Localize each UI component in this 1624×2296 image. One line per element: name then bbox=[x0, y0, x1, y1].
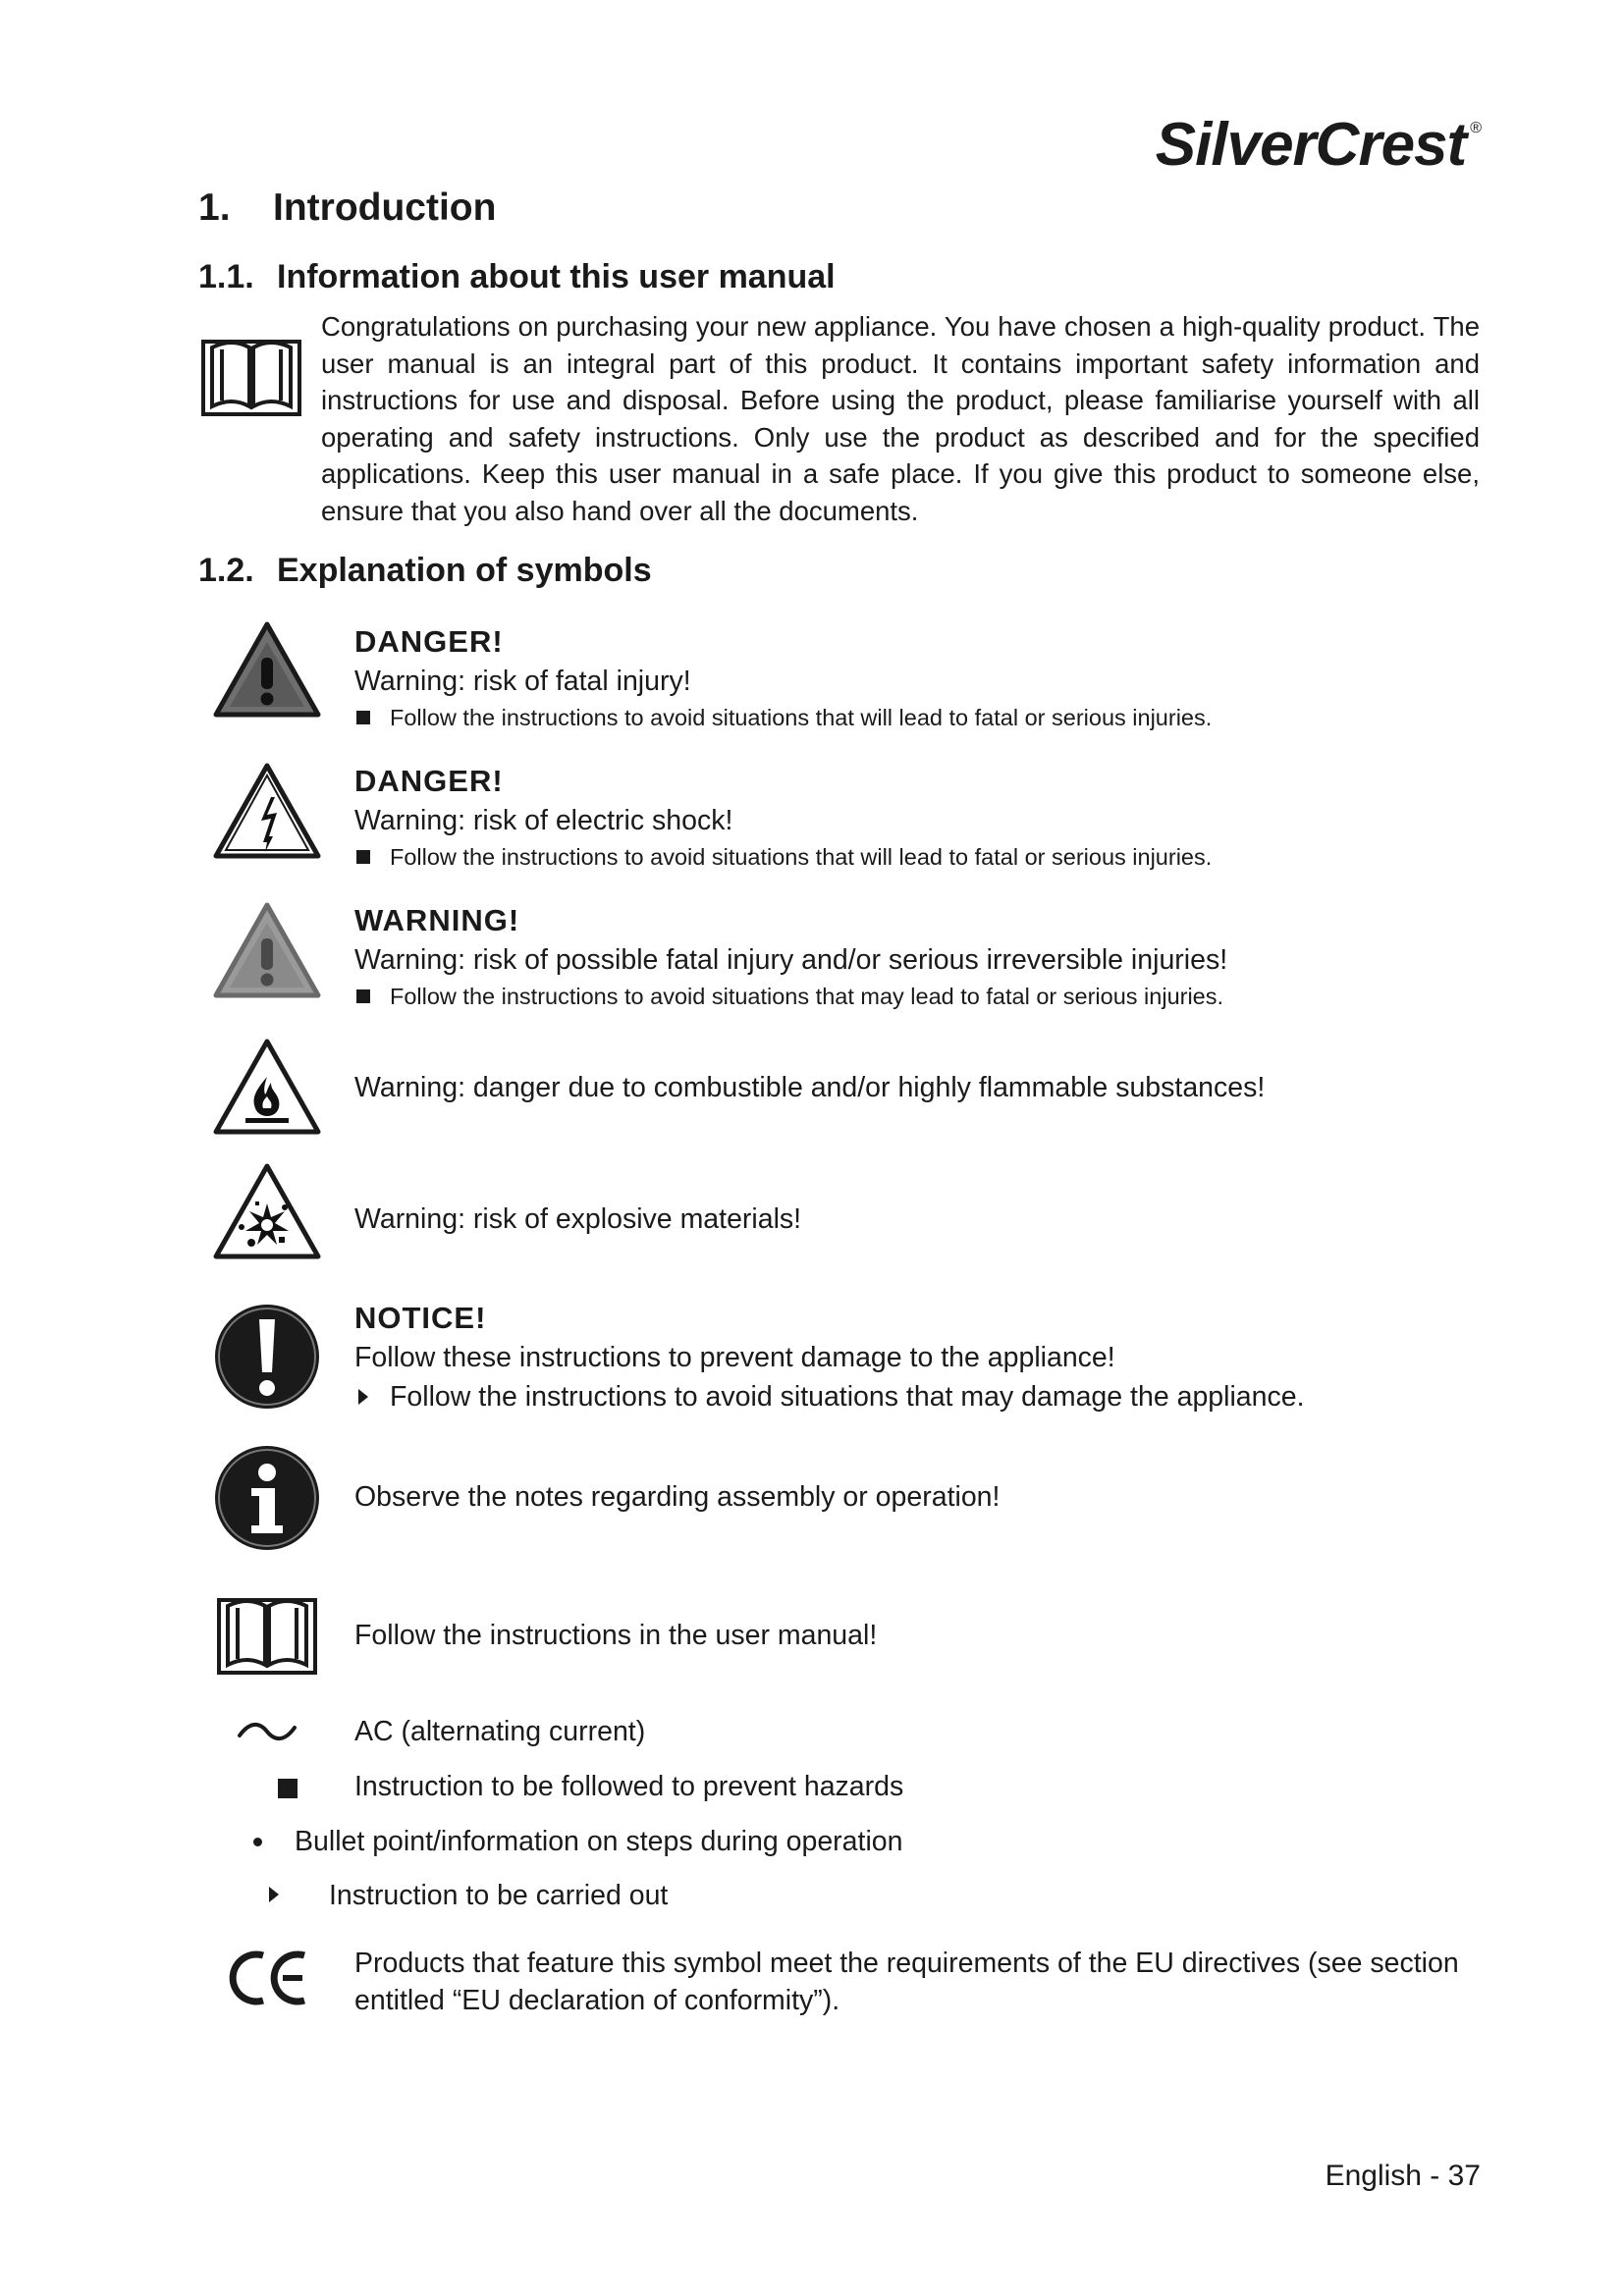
warning-instruction bbox=[354, 980, 1484, 1013]
carry-out-text: Instruction to be carried out bbox=[329, 1880, 669, 1911]
flammable-icon bbox=[212, 1038, 322, 1136]
notice-title: NOTICE! bbox=[354, 1301, 487, 1335]
danger-title: DANGER! bbox=[354, 624, 504, 659]
bullet-dot-icon bbox=[253, 1838, 262, 1846]
explosive-icon bbox=[212, 1162, 322, 1260]
heading-information-manual bbox=[198, 258, 836, 296]
warning-title: WARNING! bbox=[354, 903, 520, 937]
instruction-text: Follow the instructions to avoid situations that may lead to fatal or serious injuries. bbox=[390, 984, 1224, 1009]
explosive-text: Warning: risk of explosive materials! bbox=[354, 1203, 802, 1235]
ce-text: Products that feature this symbol meet the requirements of the EU directives (see section entitled “EU declaration of conformity”). bbox=[354, 1948, 1459, 2016]
arrow-right-icon bbox=[358, 1389, 368, 1405]
electric-shock-icon bbox=[212, 762, 322, 860]
notice-exclamation-icon bbox=[212, 1302, 322, 1412]
instruction-text: Follow the instructions to avoid situations that may damage the appliance. bbox=[390, 1381, 1305, 1413]
info-text: Observe the notes regarding assembly or operation! bbox=[354, 1481, 1001, 1513]
notice-block bbox=[354, 1299, 1484, 1416]
registered-mark: ® bbox=[1470, 120, 1481, 136]
page-number: English - 37 bbox=[1325, 2160, 1481, 2192]
ce-mark-icon bbox=[228, 1949, 310, 2006]
logo-text: SilverCrest bbox=[1155, 111, 1467, 179]
notice-instruction bbox=[354, 1377, 1484, 1416]
danger-shock-block bbox=[354, 762, 1484, 874]
warning-triangle-icon bbox=[212, 901, 322, 999]
heading-introduction bbox=[198, 187, 496, 230]
info-icon bbox=[212, 1443, 322, 1553]
warning-block bbox=[354, 901, 1484, 1013]
intro-paragraph: Congratulations on purchasing your new appliance. You have chosen a high-quality product. The user manual is an integral part of this product. It contains important safety information and instructions for use and disposal. Before using the product, please familiarise yourself with all operating and safety instructions. Only use the product as described and for the specified applications. Keep this user manual in a safe place. If you give this product to someone else, ensure that you also hand over all the documents. bbox=[321, 311, 1480, 526]
manual-text: Follow the instructions in the user manual! bbox=[354, 1620, 878, 1651]
square-bullet-icon bbox=[356, 850, 370, 864]
ac-text: AC (alternating current) bbox=[354, 1716, 646, 1747]
book-icon bbox=[216, 1592, 318, 1677]
notice-text: Follow these instructions to prevent damage to the appliance! bbox=[354, 1342, 1115, 1373]
heading-explanation-symbols bbox=[198, 552, 652, 590]
hazard-text: Instruction to be followed to prevent hazards bbox=[354, 1771, 904, 1802]
heading-number: 1.1. bbox=[198, 258, 254, 295]
danger-text: Warning: risk of fatal injury! bbox=[354, 666, 691, 697]
heading-number: 1.2. bbox=[198, 552, 254, 589]
heading-title: Information about this user manual bbox=[277, 258, 836, 295]
danger-instruction bbox=[354, 701, 1484, 734]
danger-title: DANGER! bbox=[354, 764, 504, 798]
heading-number: 1. bbox=[198, 187, 231, 229]
danger-text: Warning: risk of electric shock! bbox=[354, 805, 733, 836]
arrow-right-icon bbox=[269, 1887, 279, 1902]
danger-instruction bbox=[354, 840, 1484, 874]
instruction-text: Follow the instructions to avoid situations that will lead to fatal or serious injuries. bbox=[390, 844, 1213, 870]
heading-title: Introduction bbox=[273, 187, 497, 229]
danger-triangle-icon bbox=[212, 620, 322, 719]
square-bullet-icon bbox=[278, 1779, 298, 1798]
bullet-text: Bullet point/information on steps during operation bbox=[295, 1826, 903, 1857]
flammable-text: Warning: danger due to combustible and/or highly flammable substances! bbox=[354, 1072, 1266, 1103]
book-icon bbox=[200, 334, 302, 418]
square-bullet-icon bbox=[356, 711, 370, 724]
warning-text: Warning: risk of possible fatal injury and/or serious irreversible injuries! bbox=[354, 944, 1228, 976]
danger-fatal-block bbox=[354, 622, 1484, 734]
instruction-text: Follow the instructions to avoid situations that will lead to fatal or serious injuries. bbox=[390, 705, 1213, 730]
square-bullet-icon bbox=[356, 989, 370, 1003]
silvercrest-logo bbox=[1156, 110, 1481, 180]
ac-tilde-icon bbox=[236, 1720, 298, 1743]
heading-title: Explanation of symbols bbox=[277, 552, 652, 589]
